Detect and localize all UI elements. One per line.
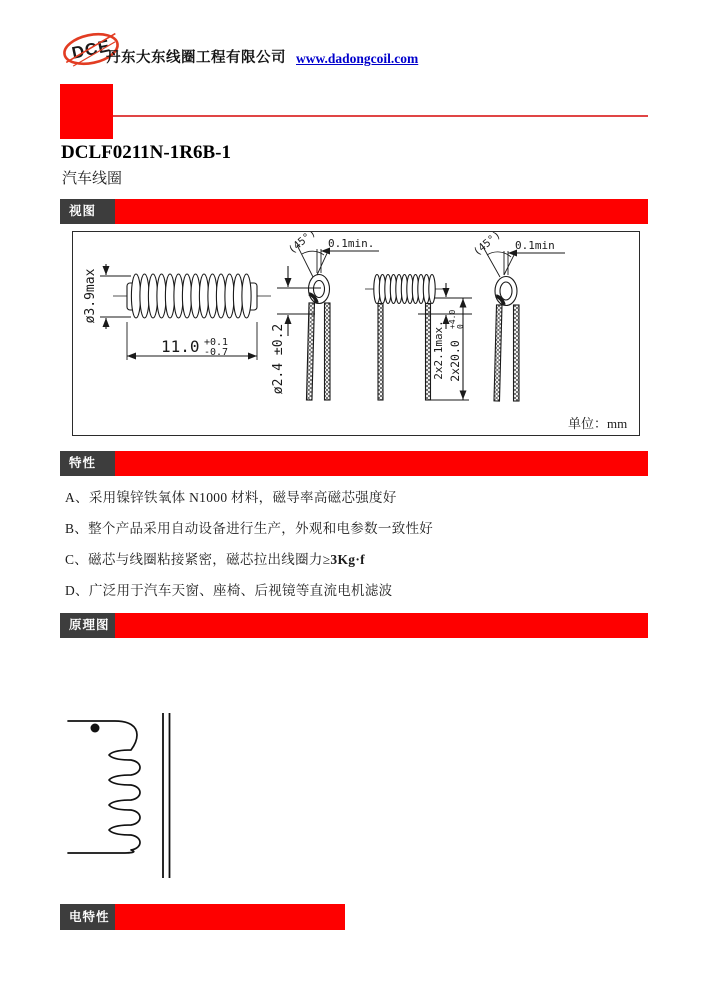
coil-front-view-left <box>306 275 330 401</box>
dim-lead-length-label: 2x20.0 <box>448 340 462 382</box>
page-title-product: 汽车线圈 <box>62 171 123 187</box>
technical-drawing-box <box>72 231 640 436</box>
logo-text: DCE <box>70 36 113 63</box>
dim-gap-right-label: 0.1min <box>515 239 555 252</box>
section-bar-schematic <box>60 613 648 638</box>
feature-item-b <box>65 517 433 537</box>
section-bar-fill <box>115 904 345 930</box>
coil-front-view-right <box>494 277 519 402</box>
section-bar-fill <box>115 199 648 224</box>
dim-coil-length-label: 11.0 <box>161 337 200 356</box>
dim-coil-length-tol-lower: -0.7 <box>204 347 229 358</box>
dimension-coil-diameter <box>83 264 131 329</box>
website-link[interactable]: www.dadongcoil.com <box>296 51 419 66</box>
section-bar-next <box>60 904 345 930</box>
feature-text-bold: 3Kg·f <box>330 552 365 567</box>
section-label-schematic: 原理图 <box>60 613 115 638</box>
feature-item-c <box>65 548 365 568</box>
polarity-dot <box>91 724 100 733</box>
dimension-coil-length <box>127 322 257 360</box>
red-accent-rule <box>113 115 648 117</box>
red-accent-square <box>60 84 113 139</box>
feature-text: 磁芯与线圈粘接紧密，磁芯拉出线圈力≥ <box>88 552 331 567</box>
dim-lead-length-tol-lower: 0 <box>456 324 465 329</box>
section-label-next: 电特性 <box>60 904 115 930</box>
feature-item-a <box>65 486 397 506</box>
feature-text: 广泛用于汽车天窗、座椅、后视镜等直流电机滤波 <box>88 583 393 598</box>
feature-label: B、 <box>65 521 89 536</box>
dim-lead-length-tol-upper: +4.0 <box>448 309 457 329</box>
feature-label: A、 <box>65 490 89 505</box>
coil-side-view-large <box>113 274 271 318</box>
technical-drawing <box>73 232 638 434</box>
dim-coil-diameter-label: ø3.9max <box>83 268 98 324</box>
section-bar-features <box>60 451 648 476</box>
unit-label: 单位：mm <box>568 416 628 431</box>
feature-text: 采用镍锌铁氧体 N1000 材料，磁导率高磁芯强度好 <box>88 490 397 505</box>
dim-bend-angle-right-label: (45°) <box>471 232 504 259</box>
feature-item-d <box>65 579 392 599</box>
dim-coil-length-tol-upper: +0.1 <box>204 337 229 348</box>
schematic-diagram <box>55 700 190 885</box>
dim-ring-diameter-label: ø2.4 ±0.2 <box>271 323 286 395</box>
feature-label: C、 <box>65 552 89 567</box>
dim-bend-angle-left-label: (45°) <box>286 232 319 257</box>
section-label-features: 特性 <box>60 451 115 476</box>
dimension-bend-angle-right <box>471 232 516 277</box>
section-bar-fill <box>115 613 648 638</box>
winding-symbol <box>68 721 140 853</box>
section-bar-view <box>60 199 648 224</box>
inductor-schematic <box>55 700 190 885</box>
dim-gap-left-label: 0.1min. <box>328 237 375 250</box>
company-name: 丹东大东线圈工程有限公司 <box>106 50 286 66</box>
dimension-bend-angle-left <box>286 232 329 277</box>
section-bar-fill <box>115 451 648 476</box>
page-title-model: DCLF0211N-1R6B-1 <box>61 142 231 163</box>
feature-label: D、 <box>65 583 89 598</box>
section-label-view: 视图 <box>60 199 115 224</box>
feature-text: 整个产品采用自动设备进行生产，外观和电参数一致性好 <box>88 521 434 536</box>
dim-lead-pitch-label: 2x2.1max. <box>432 320 445 380</box>
